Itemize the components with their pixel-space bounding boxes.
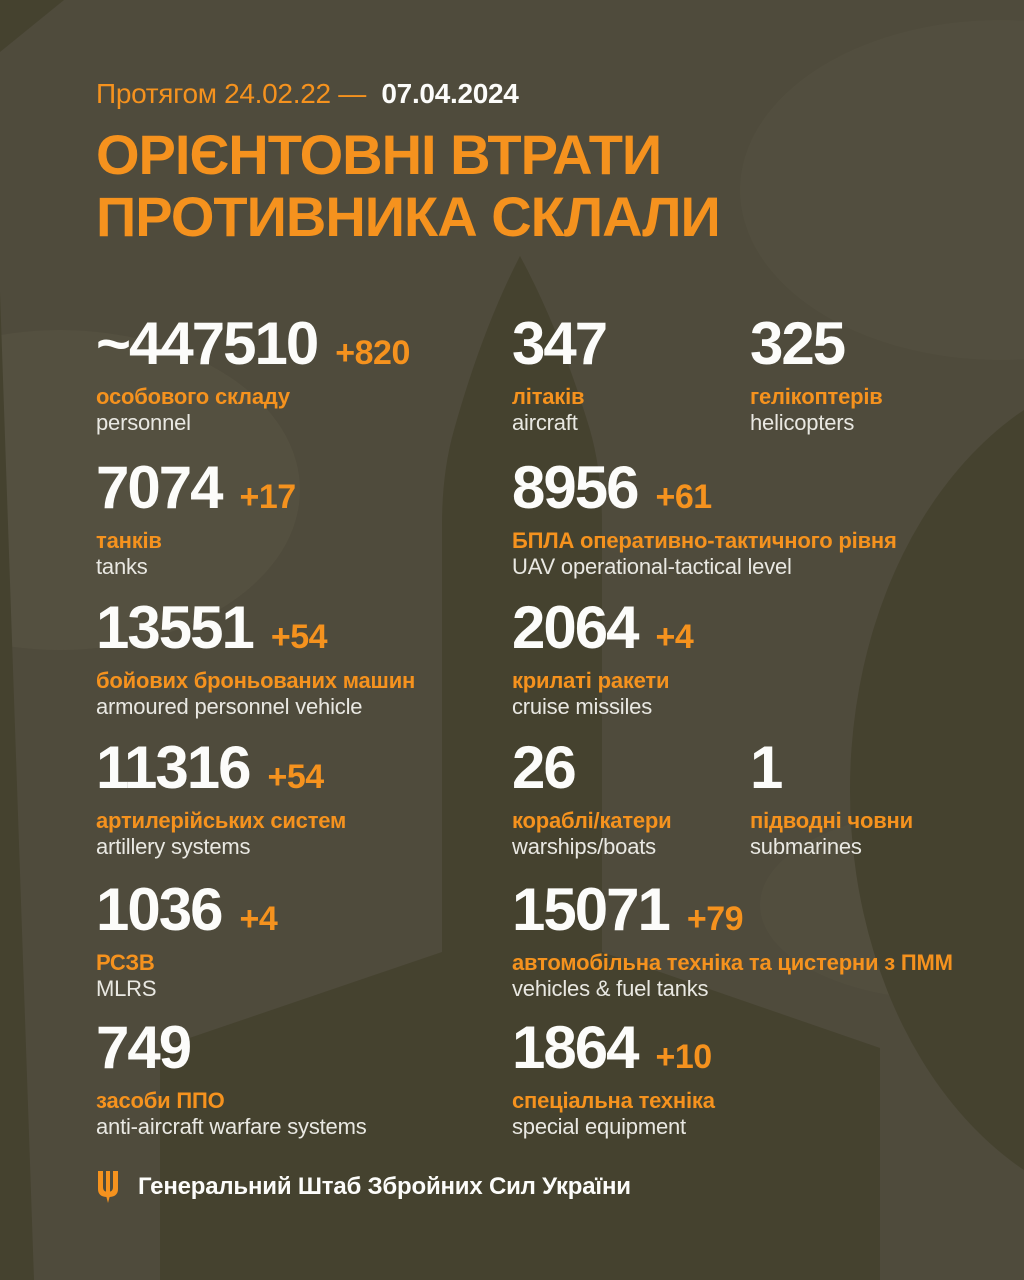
- stat-submarines: [750, 734, 1016, 860]
- stat-value: 347: [512, 310, 607, 377]
- stat-delta: +54: [267, 758, 324, 796]
- stat-value: 13551: [96, 594, 253, 661]
- stat-value: 26: [512, 734, 575, 801]
- stat-label-en: cruise missiles: [512, 694, 653, 719]
- stat-mlrs: [96, 876, 500, 1002]
- stat-label-ua: артилерійських систем: [96, 808, 347, 833]
- stat-label-en: personnel: [96, 410, 191, 435]
- stat-label-ua: крилаті ракети: [512, 668, 670, 693]
- stat-label-en: aircraft: [512, 410, 578, 435]
- stat-value: 749: [96, 1014, 191, 1081]
- stat-value: 8956: [512, 454, 638, 521]
- stat-delta: +61: [655, 478, 712, 516]
- stat-anti-aircraft: [96, 1014, 500, 1140]
- stat-special-equipment: [512, 1014, 970, 1140]
- stat-value: 2064: [512, 594, 638, 661]
- stat-delta: +79: [686, 900, 744, 938]
- stat-label-ua: спеціальна техніка: [512, 1088, 715, 1113]
- title-line-1: ОРІЄНТОВНІ ВТРАТИ: [96, 123, 662, 186]
- stat-value: 1036: [96, 876, 222, 943]
- stat-label-en: tanks: [96, 554, 148, 579]
- stat-label-ua: автомобільна техніка та цистерни з ПММ: [512, 950, 953, 975]
- stat-label-en: helicopters: [750, 410, 855, 435]
- page-title: [96, 124, 720, 248]
- stat-label-ua: засоби ППО: [96, 1088, 225, 1113]
- stat-delta: +10: [655, 1038, 712, 1076]
- stat-helicopters: [750, 310, 1016, 436]
- source-attribution: Генеральний Штаб Збройних Сил України: [138, 1173, 631, 1200]
- stat-delta: +17: [239, 478, 296, 516]
- stat-label-ua: БПЛА оперативно-тактичного рівня: [512, 528, 897, 553]
- stat-artillery: [96, 734, 500, 860]
- stat-delta: +54: [270, 618, 328, 656]
- stat-value: 325: [750, 310, 845, 377]
- stat-label-en: submarines: [750, 834, 862, 859]
- stat-vehicles-fuel-tanks: [512, 876, 970, 1002]
- stat-label-en: artillery systems: [96, 834, 251, 859]
- stat-label-en: anti-aircraft warfare systems: [96, 1114, 367, 1139]
- stat-label-en: warships/boats: [512, 834, 656, 859]
- report-period: [96, 78, 519, 110]
- stat-label-ua: підводні човни: [750, 808, 913, 833]
- stat-label-ua: кораблі/катери: [512, 808, 672, 833]
- stat-value: 7074: [96, 454, 222, 521]
- stat-delta: +4: [655, 618, 694, 656]
- stat-value: 11316: [96, 734, 250, 801]
- footer: [96, 1170, 631, 1204]
- stat-label-ua: особового складу: [96, 384, 290, 409]
- stat-uav: [512, 454, 970, 580]
- stat-delta: +820: [335, 334, 410, 372]
- stat-label-en: MLRS: [96, 976, 157, 1001]
- trident-icon: [96, 1170, 120, 1204]
- stat-value: 15071: [512, 876, 669, 943]
- stat-tanks: [96, 454, 500, 580]
- stat-label-en: special equipment: [512, 1114, 686, 1139]
- period-range: Протягом 24.02.22 —: [96, 78, 366, 109]
- title-line-2: ПРОТИВНИКА СКЛАЛИ: [96, 185, 720, 248]
- stat-label-ua: РСЗВ: [96, 950, 155, 975]
- stat-delta: +4: [239, 900, 278, 938]
- stat-value: 1864: [512, 1014, 638, 1081]
- stat-armoured-vehicles: [96, 594, 500, 720]
- stat-label-en: vehicles & fuel tanks: [512, 976, 709, 1001]
- stat-label-ua: літаків: [512, 384, 585, 409]
- stat-label-ua: бойових броньованих машин: [96, 668, 416, 693]
- stat-label-en: armoured personnel vehicle: [96, 694, 363, 719]
- report-date: 07.04.2024: [381, 78, 519, 109]
- stat-label-ua: танків: [96, 528, 162, 553]
- stat-cruise-missiles: [512, 594, 970, 720]
- stat-personnel: [96, 310, 500, 436]
- stat-label-en: UAV operational-tactical level: [512, 554, 792, 579]
- stat-value: ~447510: [96, 310, 318, 377]
- stat-label-ua: гелікоптерів: [750, 384, 883, 409]
- stat-value: 1: [750, 734, 782, 801]
